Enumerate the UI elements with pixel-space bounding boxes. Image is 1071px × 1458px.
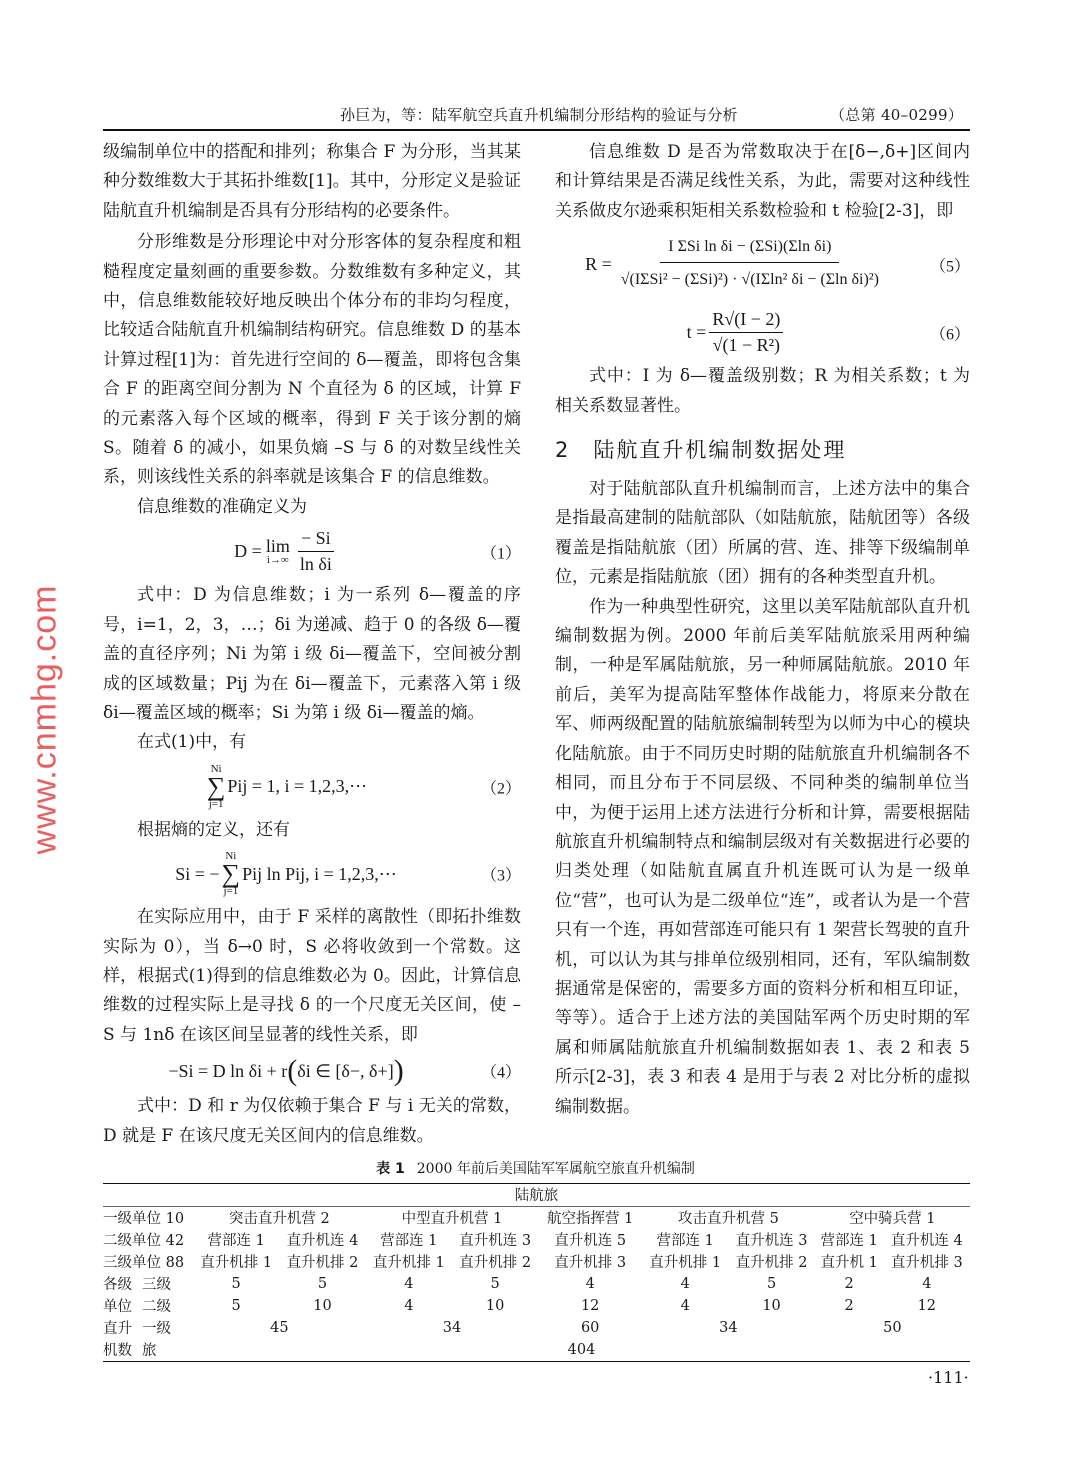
equation-number: （6） <box>929 326 970 344</box>
table-row-count <box>103 1339 970 1362</box>
table-row-count <box>103 1295 970 1317</box>
paragraph: 式中：D 为信息维数；i 为一系列 δ—覆盖的序号，i=1，2，3，…；δi 为递减、趋于 0 的各级 δ—覆盖的直径序列；Ni 为第 i 级 δi—覆盖下，空间被分割成的区域数量；Pij 为在 δi—覆盖下，元素落入第 i 级 δi—覆盖区域的概率；Si 为第 i 级 δi—覆盖的熵。 <box>103 585 521 723</box>
table-cell: 营部连 1 <box>207 1233 265 1250</box>
equation-number: （1） <box>480 545 521 563</box>
equation-number: （3） <box>480 867 521 885</box>
helicopter-organization-table <box>103 1183 970 1362</box>
paragraph: 根据熵的定义，还有 <box>137 819 290 840</box>
table-row-level2 <box>103 1229 970 1251</box>
table-number: 表 1 <box>376 1160 405 1177</box>
eq-numerator: I ΣSi ln δi − (ΣSi)(Σln δi) <box>660 232 839 263</box>
eq-lhs: t = <box>686 322 707 343</box>
table-cell: 直升机连 3 <box>735 1233 808 1250</box>
table-row-level3 <box>103 1251 970 1273</box>
table-cell: 直升机排 3 <box>554 1255 627 1272</box>
sum-lower: j=1 <box>223 885 239 898</box>
table-cell: 直升机排 2 <box>286 1255 359 1272</box>
row-label: 二级单位 42 <box>103 1233 185 1250</box>
eq-lim-sub: i→∞ <box>266 554 289 567</box>
equation-2: Ni ∑ j=1 Pij = 1, i = 1,2,3,⋯ （2） <box>206 762 521 810</box>
left-column <box>103 138 521 1151</box>
table-cell: 直升机 1 <box>820 1255 878 1272</box>
table-cell: 5 <box>231 1275 241 1292</box>
table-cell: 突击直升机营 2 <box>228 1211 330 1228</box>
equation-number: （5） <box>929 258 970 276</box>
paragraph: 作为一种典型性研究，这里以美军陆航部队直升机编制数据为例。2000 年前后美军陆航旅采用两种编制，一种是军属陆航旅，另一种师属陆航旅。2010 年前后，美军为提高陆军整体作战能力，将原来分散在军、师两级配置的陆航旅编制转型为以师为中心的模块化陆航旅。由于不同历史时期的陆航旅直升机编制各不相同，而且分布于不同层级、不同种类的编制单位当中，为便于运用上述方法进行分析和计算，需要根据陆航旅直升机编制特点和编制层级对有关数据进行必要的归类处理（如陆航直属直升机连既可认为是一级单位“营”，也可认为是二级单位“连”，或者认为是一个营只有一个连，再如营部连可能只有 1 架营长驾驶的直升机，可以认为其与排单位级别相同，还有，军队编制数据通常是保密的，需要多方面的资料分析和相互印证，等等）。适合于上述方法的美国陆军两个历史时期的军属和师属陆航旅直升机编制数据如表 1、表 2 和表 5 所示[2-3]，表 3 和表 4 是用于与表 2 对比分析的虚拟编制数据。 <box>555 596 970 1117</box>
equation-5 <box>555 232 970 297</box>
row-label-level: 三级 <box>142 1277 171 1294</box>
table-top-header: 陆航旅 <box>103 1183 970 1206</box>
eq-denominator: √(IΣSi² − (ΣSi)²) · √(IΣln² δi − (Σln δi)²) <box>620 271 879 289</box>
table-cell: 5 <box>490 1275 500 1292</box>
equation-1 <box>103 528 521 575</box>
table-row-count <box>103 1273 970 1295</box>
table-cell: 直升机连 5 <box>554 1233 627 1250</box>
row-label: 一级单位 10 <box>103 1211 185 1228</box>
eq-body: Pij = 1, i = 1,2,3,⋯ <box>227 776 368 797</box>
table-cell: 2 <box>844 1297 854 1314</box>
table-cell: 5 <box>766 1275 777 1292</box>
paragraph: 信息维数 D 是否为常数取决于在[δ−,δ+]区间内和计算结果是否满足线性关系，为此，需要对这种线性关系做皮尔逊乘积矩相关系数检验和 t 检验[2-3]，即 <box>555 142 970 221</box>
table-cell: 60 <box>580 1319 600 1336</box>
paragraph: 对于陆航部队直升机编制而言，上述方法中的集合是指最高建制的陆航部队（如陆航旅，陆航团等）各级覆盖是指陆航旅（团）所属的营、连、排等下级编制单位，元素是指陆航旅（团）拥有的各种类型直升机。 <box>555 479 970 588</box>
table-title: 2000 年前后美国陆军军属航空旅直升机编制 <box>416 1160 695 1177</box>
paren-close: ) <box>393 1054 404 1088</box>
table-cell: 航空指挥营 1 <box>547 1211 634 1228</box>
paragraph: 级编制单位中的搭配和排列；称集合 F 为分形，当其某种分数维数大于其拓扑维数[1]。其中，分形定义是验证陆航直升机编制是否具有分形结构的必要条件。 <box>103 142 521 221</box>
table-cell: 营部连 1 <box>820 1233 878 1250</box>
table-cell: 12 <box>917 1297 937 1314</box>
table-cell: 4 <box>404 1275 414 1292</box>
eq-denominator: √(1 − R²) <box>712 335 781 356</box>
table-cell: 5 <box>231 1297 241 1314</box>
running-title: 孙巨为，等：陆军航空兵直升机编制分形结构的验证与分析 <box>340 106 738 124</box>
equation-4 <box>103 1056 521 1086</box>
section-heading: 2 陆航直升机编制数据处理 <box>555 438 847 463</box>
equation-3: Si = − Ni ∑ j=1 Pij ln Pij, i = 1,2,3,⋯ （3） <box>175 850 521 898</box>
table-cell: 45 <box>270 1319 289 1336</box>
table-cell: 营部连 1 <box>380 1233 438 1250</box>
table-cell: 攻击直升机营 5 <box>677 1211 779 1228</box>
eq-condition: δi ∈ [δ−, δ+] <box>297 1060 394 1081</box>
table-cell: 34 <box>719 1319 738 1336</box>
table-cell: 直升机排 2 <box>735 1255 808 1272</box>
table-cell: 直升机排 2 <box>459 1255 532 1272</box>
paragraph: 式中：I 为 δ—覆盖级别数；R 为相关系数；t 为相关系数显著性。 <box>555 366 970 416</box>
eq-lhs: Si = − <box>175 863 220 884</box>
eq-body: −Si = D ln δi + r <box>168 1060 288 1081</box>
paragraph: 在式(1)中，有 <box>137 732 247 753</box>
table-cell: 404 <box>567 1341 596 1358</box>
watermark: www.cnmhg.com <box>25 584 64 855</box>
sum-upper: Ni <box>225 850 237 863</box>
eq-denominator: ln δi <box>299 554 332 575</box>
paragraph: 式中：D 和 r 为仅依赖于集合 F 与 i 无关的常数，D 就是 F 在该尺度无关区间内的信息维数。 <box>103 1096 521 1146</box>
row-label <box>103 1317 193 1339</box>
row-label-level: 旅 <box>142 1343 157 1360</box>
table-cell: 空中骑兵营 1 <box>849 1211 936 1228</box>
table-cell: 直升机排 1 <box>200 1255 273 1272</box>
equation-number: （4） <box>480 1064 521 1082</box>
row-label-level: 二级 <box>142 1299 171 1316</box>
eq-numerator: R√(I − 2) <box>709 309 783 333</box>
issue-number: （总第 40–0299） <box>830 106 964 124</box>
eq-lim: lim <box>265 536 290 557</box>
row-label <box>103 1339 193 1362</box>
table-cell: 4 <box>585 1275 595 1292</box>
right-column <box>555 138 970 1122</box>
two-column-body <box>103 138 970 1151</box>
row-label <box>103 1295 193 1317</box>
eq-numerator: − Si <box>298 528 334 552</box>
paren-open: ( <box>287 1054 298 1088</box>
equation-6 <box>555 309 970 356</box>
table-cell: 5 <box>317 1275 328 1292</box>
row-label-group: 各级 <box>103 1277 132 1294</box>
table-cell: 4 <box>680 1275 690 1292</box>
table-cell: 4 <box>922 1275 932 1292</box>
table-cell: 2 <box>844 1275 854 1292</box>
table-cell: 10 <box>313 1297 332 1314</box>
table-cell: 直升机排 1 <box>649 1255 722 1272</box>
table-cell: 直升机连 3 <box>459 1233 532 1250</box>
table-cell: 10 <box>762 1297 781 1314</box>
table-cell: 直升机排 1 <box>372 1255 445 1272</box>
table-cell: 50 <box>883 1319 902 1336</box>
table-cell: 营部连 1 <box>656 1233 714 1250</box>
paragraph: 在实际应用中，由于 F 采样的离散性（即拓扑维数实际为 0），当 δ→0 时，S 必将收敛到一个常数。这样，根据式(1)得到的信息维数必为 0。因此，计算信息维数的过程实际上是寻找 δ 的一个尺度无关区间，使 –S 与 1nδ 在该区间呈显著的线性关系，即 <box>103 907 521 1045</box>
equation-number: （2） <box>480 780 521 798</box>
eq-lhs: D = <box>234 541 262 562</box>
table-cell: 4 <box>404 1297 414 1314</box>
table-cell: 12 <box>580 1297 600 1314</box>
row-label <box>103 1273 193 1295</box>
row-label-group: 机数 <box>103 1343 132 1360</box>
table-caption <box>0 1159 1071 1179</box>
paragraph: 分形维数是分形理论中对分形客体的复杂程度和粗糙程度定量刻画的重要参数。分数维数有多种定义，其中，信息维数能较好地反映出个体分布的非均匀程度，比较适合陆航直升机编制结构研究。信息维数 D 的基本计算过程[1]为：首先进行空间的 δ—覆盖，即将包含集合 F 的距离空间分割为 N 个直径为 δ 的区域，计算 F 的元素落入每个区域的概率，得到 F 关于该分割的熵 S。随着 δ 的减小，如果负熵 –S 与 δ 的对数呈线性关系，则该线性关系的斜率就是该集合 F 的信息维数。 <box>103 232 521 488</box>
table-cell: 4 <box>680 1297 690 1314</box>
sum-upper: Ni <box>210 762 222 775</box>
row-label-group: 直升 <box>103 1321 132 1338</box>
paragraph: 信息维数的准确定义为 <box>137 496 307 517</box>
row-label-level: 一级 <box>142 1321 171 1338</box>
table-cell: 中型直升机营 1 <box>401 1211 503 1228</box>
table-row-count <box>103 1317 970 1339</box>
table-cell: 10 <box>485 1297 505 1314</box>
row-label: 三级单位 88 <box>103 1255 185 1272</box>
row-label-group: 单位 <box>103 1299 132 1316</box>
header-rule <box>103 129 970 131</box>
eq-lhs: R = <box>585 254 612 275</box>
table-cell: 直升机排 3 <box>890 1255 963 1272</box>
table-row-level1 <box>103 1206 970 1229</box>
table-cell: 直升机连 4 <box>890 1233 963 1250</box>
page-number: ·111· <box>928 1367 969 1387</box>
table-cell: 34 <box>442 1319 462 1336</box>
sum-lower: j=1 <box>208 797 224 810</box>
eq-body: Pij ln Pij, i = 1,2,3,⋯ <box>242 863 397 884</box>
table-cell: 直升机连 4 <box>286 1233 359 1250</box>
